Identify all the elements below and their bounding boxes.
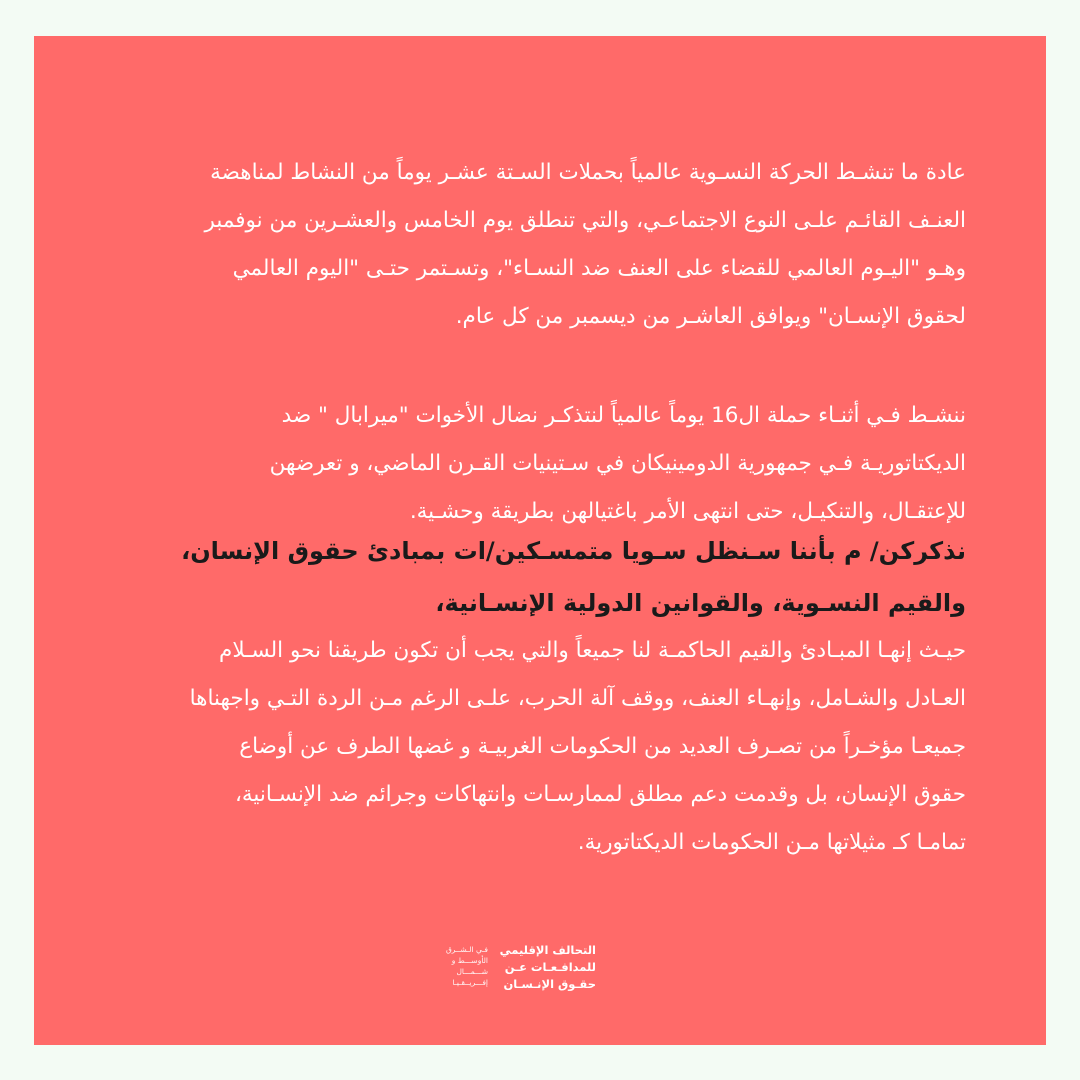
principles-line-3: جميعـا مؤخـراً من تصـرف العديد من الحكومات الغربيـة و غضها الطرف عن أوضاع (239, 734, 966, 759)
principles-line-1: حيـث إنهـا المبـادئ والقيم الحاكمـة لنا جميعاً والتي يجب أن تكون طريقنا نحو السـلام (219, 638, 966, 663)
mirabal-line-2: الديكتاتوريـة فـي جمهورية الدومينيكان في سـتينيات القـرن الماضي، و تعرضهن (269, 451, 966, 476)
emphasis-paragraph (100, 525, 966, 629)
principles-line-2: العـادل والشـامل، وإنهـاء العنف، ووقف آلة الحرب، علـى الرغم مـن الردة التـي واجهناها (189, 686, 966, 711)
intro-line-1: عادة ما تنشـط الحركة النسـوية عالمياً بحملات السـتة عشـر يوماً من النشاط لمناهضة (210, 160, 966, 185)
principles-line-5: تمامـا كـ مثيلاتها مـن الحكومات الديكتاتورية. (577, 830, 966, 855)
logo-main-line-2: للمدافـعـات عـن (504, 960, 596, 974)
intro-paragraph (100, 149, 966, 341)
mirabal-paragraph (100, 392, 966, 536)
mirabal-line-3: للإعتقـال، والتنكيـل، حتى انتهى الأمر باغتيالهن بطريقة وحشـية. (409, 499, 966, 524)
logo-main-line-1: التحالف الإقليمي (499, 943, 596, 957)
logo-region-text (426, 944, 488, 988)
logo-main-line-3: حقـوق الإنـسـان (503, 977, 596, 991)
logo-sub-line-4: إفـــريــقـيـا (452, 978, 488, 987)
principles-paragraph (100, 627, 966, 867)
intro-line-2: العنـف القائـم علـى النوع الاجتماعـي، والتي تنطلق يوم الخامس والعشـرين من نوفمبر (204, 208, 966, 233)
mirabal-line-1: ننشـط فـي أثنـاء حملة ال16 يوماً عالمياً لنتذكـر نضال الأخوات "ميرابال " ضد (281, 403, 966, 428)
intro-line-4: لحقوق الإنسـان" ويوافق العاشـر من ديسمبر من كل عام. (455, 304, 966, 329)
logo-sub-line-3: شـــمـــال (456, 967, 488, 976)
principles-line-4: حقوق الإنسان، بل وقدمت دعم مطلق لممارسـات وانتهاكات وجرائم ضد الإنسـانية، (234, 782, 966, 807)
logo-main-text (492, 942, 596, 993)
intro-line-3: وهـو "اليـوم العالمي للقضاء على العنف ضد النسـاء"، وتسـتمر حتـى "اليوم العالمي (232, 256, 966, 281)
emphasis-line-1: نذكركن/ م بأننا سـنظل سـويا متمسـكين/ات بمبادئ حقوق الإنسان، (181, 537, 966, 565)
coalition-logo (418, 942, 596, 998)
logo-sub-line-1: فـي الـشــرق (445, 945, 488, 954)
logo-sub-line-2: الأوســـط و (451, 956, 488, 965)
emphasis-line-2: والقيم النسـوية، والقوانين الدولية الإنسـانية، (435, 589, 966, 617)
